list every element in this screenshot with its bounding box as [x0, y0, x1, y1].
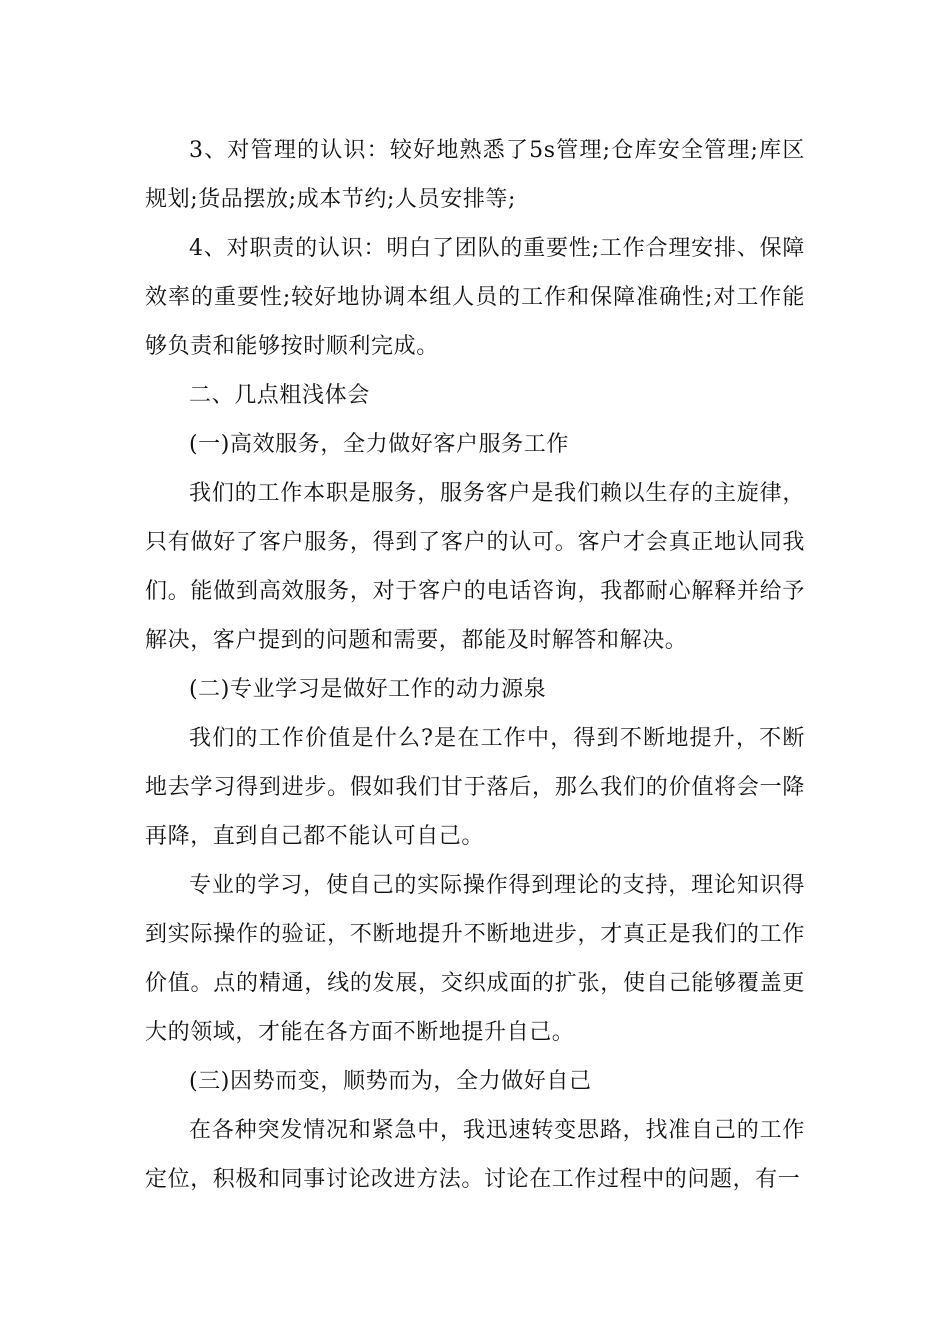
subheading-professional-learning: (二)专业学习是做好工作的动力源泉 [189, 677, 547, 702]
paragraph-management-awareness: 3、对管理的认识：较好地熟悉了5s管理;仓库安全管理;库区规划;货品摆放;成本节约;人员安排等; [145, 138, 805, 212]
paragraph-work-value: 我们的工作价值是什么?是在工作中，得到不断地提升，不断地去学习得到进步。假如我们甘于落后，那么我们的价值将会一降再降，直到自己都不能认可自己。 [145, 726, 805, 849]
section-heading-experiences: 二、几点粗浅体会 [189, 383, 370, 408]
subheading-efficient-service: (一)高效服务，全力做好客户服务工作 [189, 432, 569, 457]
paragraph-duty-awareness: 4、对职责的认识：明白了团队的重要性;工作合理安排、保障效率的重要性;较好地协调本组人员的工作和保障准确性;对工作能够负责和能够按时顺利完成。 [145, 236, 805, 359]
paragraph-professional-study: 专业的学习，使自己的实际操作得到理论的支持，理论知识得到实际操作的验证，不断地提升不断地进步，才真正是我们的工作价值。点的精通，线的发展，交织成面的扩张，使自己能够覆盖更大的领域，才能在各方面不断地提升自己。 [145, 873, 805, 1045]
paragraph-emergency-response: 在各种突发情况和紧急中，我迅速转变思路，找准自己的工作定位，积极和同事讨论改进方法。讨论在工作过程中的问题，有一 [145, 1118, 805, 1192]
paragraph-customer-service: 我们的工作本职是服务，服务客户是我们赖以生存的主旋律，只有做好了客户服务，得到了客户的认可。客户才会真正地认同我们。能做到高效服务，对于客户的电话咨询，我都耐心解释并给予解决，客户提到的问题和需要，都能及时解答和解决。 [145, 481, 805, 653]
subheading-adapt-to-change: (三)因势而变，顺势而为，全力做好自己 [189, 1069, 592, 1094]
document-body [145, 126, 805, 1204]
